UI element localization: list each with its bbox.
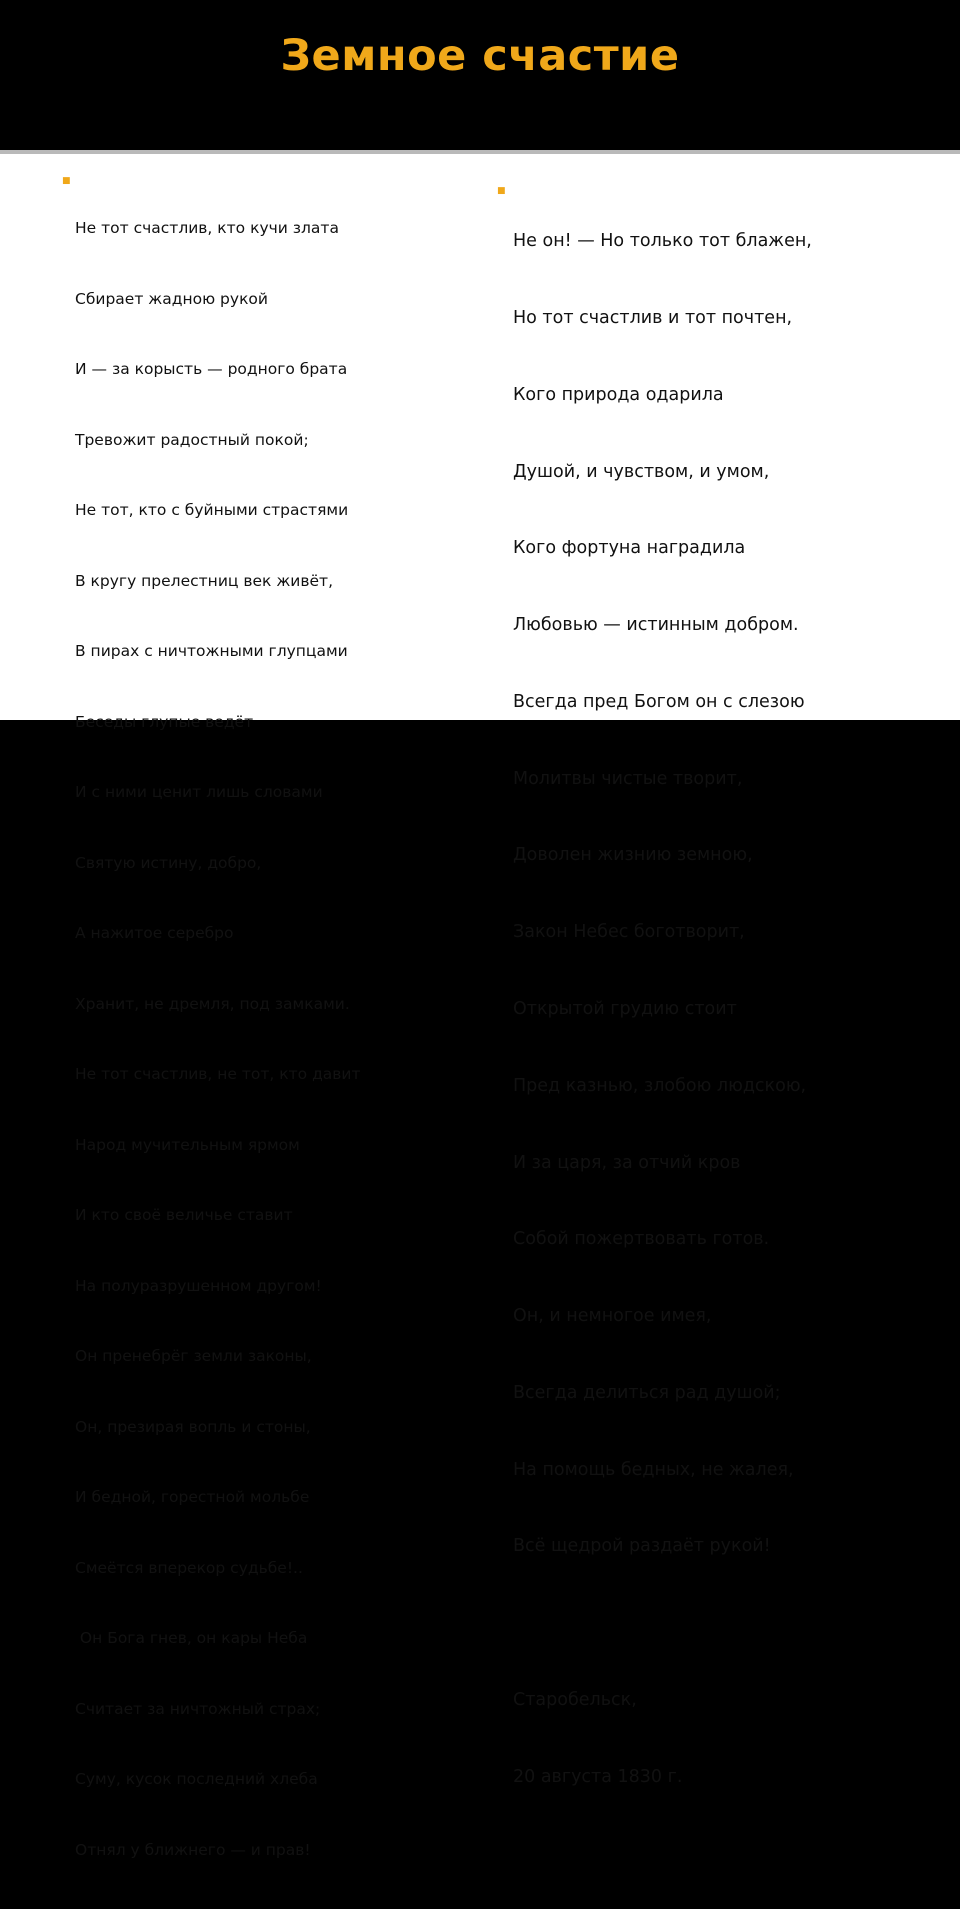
- title-area: [0, 0, 960, 150]
- poem-line: И за царя, за отчий кров: [513, 1152, 741, 1173]
- poem-line: Молитвы чистые творит,: [513, 768, 743, 789]
- slide-title: Земное счастие: [280, 31, 680, 81]
- poem-line: Закон Небес боготворит,: [513, 922, 745, 943]
- stanza-spacer: [513, 1611, 812, 1637]
- poem-line: На помощь бедных, не жалея,: [513, 1459, 794, 1480]
- poem-stanza-left: [75, 170, 361, 1909]
- poem-line: Смеётся вперекор судьбе!..: [75, 1558, 303, 1577]
- poem-line: Не тот, кто с буйными страстями: [75, 501, 349, 519]
- poem-line: Он Бога гнев, он кары Неба: [75, 1629, 308, 1647]
- poem-line: Душой, и чувством, и умом,: [513, 461, 770, 482]
- poem-line: Кого фортуна наградила: [513, 538, 746, 559]
- poem-line: И — за корысть — родного брата: [75, 360, 348, 378]
- signature-date: 20 августа 1830 г.: [513, 1766, 683, 1787]
- poem-line: Отнял у ближнего — и прав!: [75, 1840, 311, 1859]
- poem-line: Он пренебрёг земли законы,: [75, 1347, 312, 1365]
- poem-line: Народ мучительным ярмом: [75, 1135, 300, 1154]
- left-column: [62, 170, 361, 1909]
- poem-line: Сбирает жадною рукой: [75, 289, 268, 308]
- poem-stanza-right: [513, 178, 812, 1842]
- poem-line: Любовью — истинным добром.: [513, 615, 799, 636]
- poem-line: Считает за ничтожный страх;: [75, 1699, 321, 1718]
- poem-line: В кругу прелестниц век живёт,: [75, 571, 333, 590]
- poem-line: На полуразрушенном другом!: [75, 1276, 322, 1295]
- poem-line: Святую истину, добро,: [75, 853, 262, 872]
- poem-line: Он, и немногое имея,: [513, 1306, 712, 1327]
- poem-line: Всё щедрой раздаёт рукой!: [513, 1536, 771, 1557]
- poem-line: Суму, кусок последний хлеба: [75, 1770, 318, 1788]
- signature-place: Старобельск,: [513, 1690, 637, 1711]
- poem-line: Собой пожертвовать готов.: [513, 1229, 770, 1250]
- poem-line: Он, презирая вопль и стоны,: [75, 1417, 311, 1436]
- poem-line: Но тот счастлив и тот почтен,: [513, 307, 793, 328]
- poem-line: Всегда делиться рад душой;: [513, 1382, 781, 1403]
- square-bullet-icon: ■: [497, 186, 506, 196]
- poem-line: Тревожит радостный покой;: [75, 430, 309, 449]
- poem-line: Не тот счастлив, кто кучи злата: [75, 219, 339, 237]
- poem-line: Всегда пред Богом он с слезою: [513, 691, 805, 712]
- poem-line: И с ними ценит лишь словами: [75, 783, 323, 801]
- poem-line: Не тот счастлив, не тот, кто давит: [75, 1065, 361, 1083]
- poem-line: Хранит, не дремля, под замками.: [75, 994, 350, 1013]
- square-bullet-icon: ■: [62, 176, 71, 186]
- poem-line: И кто своё величье ставит: [75, 1206, 293, 1224]
- poem-line: Не он! — Но только тот блажен,: [513, 231, 812, 252]
- poem-line: А нажитое серебро: [75, 924, 234, 942]
- poem-line: Доволен жизнию земною,: [513, 845, 753, 866]
- content-area: [0, 154, 960, 1859]
- right-column: [497, 178, 812, 1842]
- poem-line: И бедной, горестной мольбе: [75, 1488, 310, 1506]
- poem-line: В пирах с ничтожными глупцами: [75, 642, 348, 660]
- poem-line: Открытой грудию стоит: [513, 999, 737, 1019]
- poem-line: Беседы глупые ведёт: [75, 712, 254, 731]
- poem-line: Кого природа одарила: [513, 384, 724, 405]
- poem-line: Пред казнью, злобою людскою,: [513, 1075, 807, 1096]
